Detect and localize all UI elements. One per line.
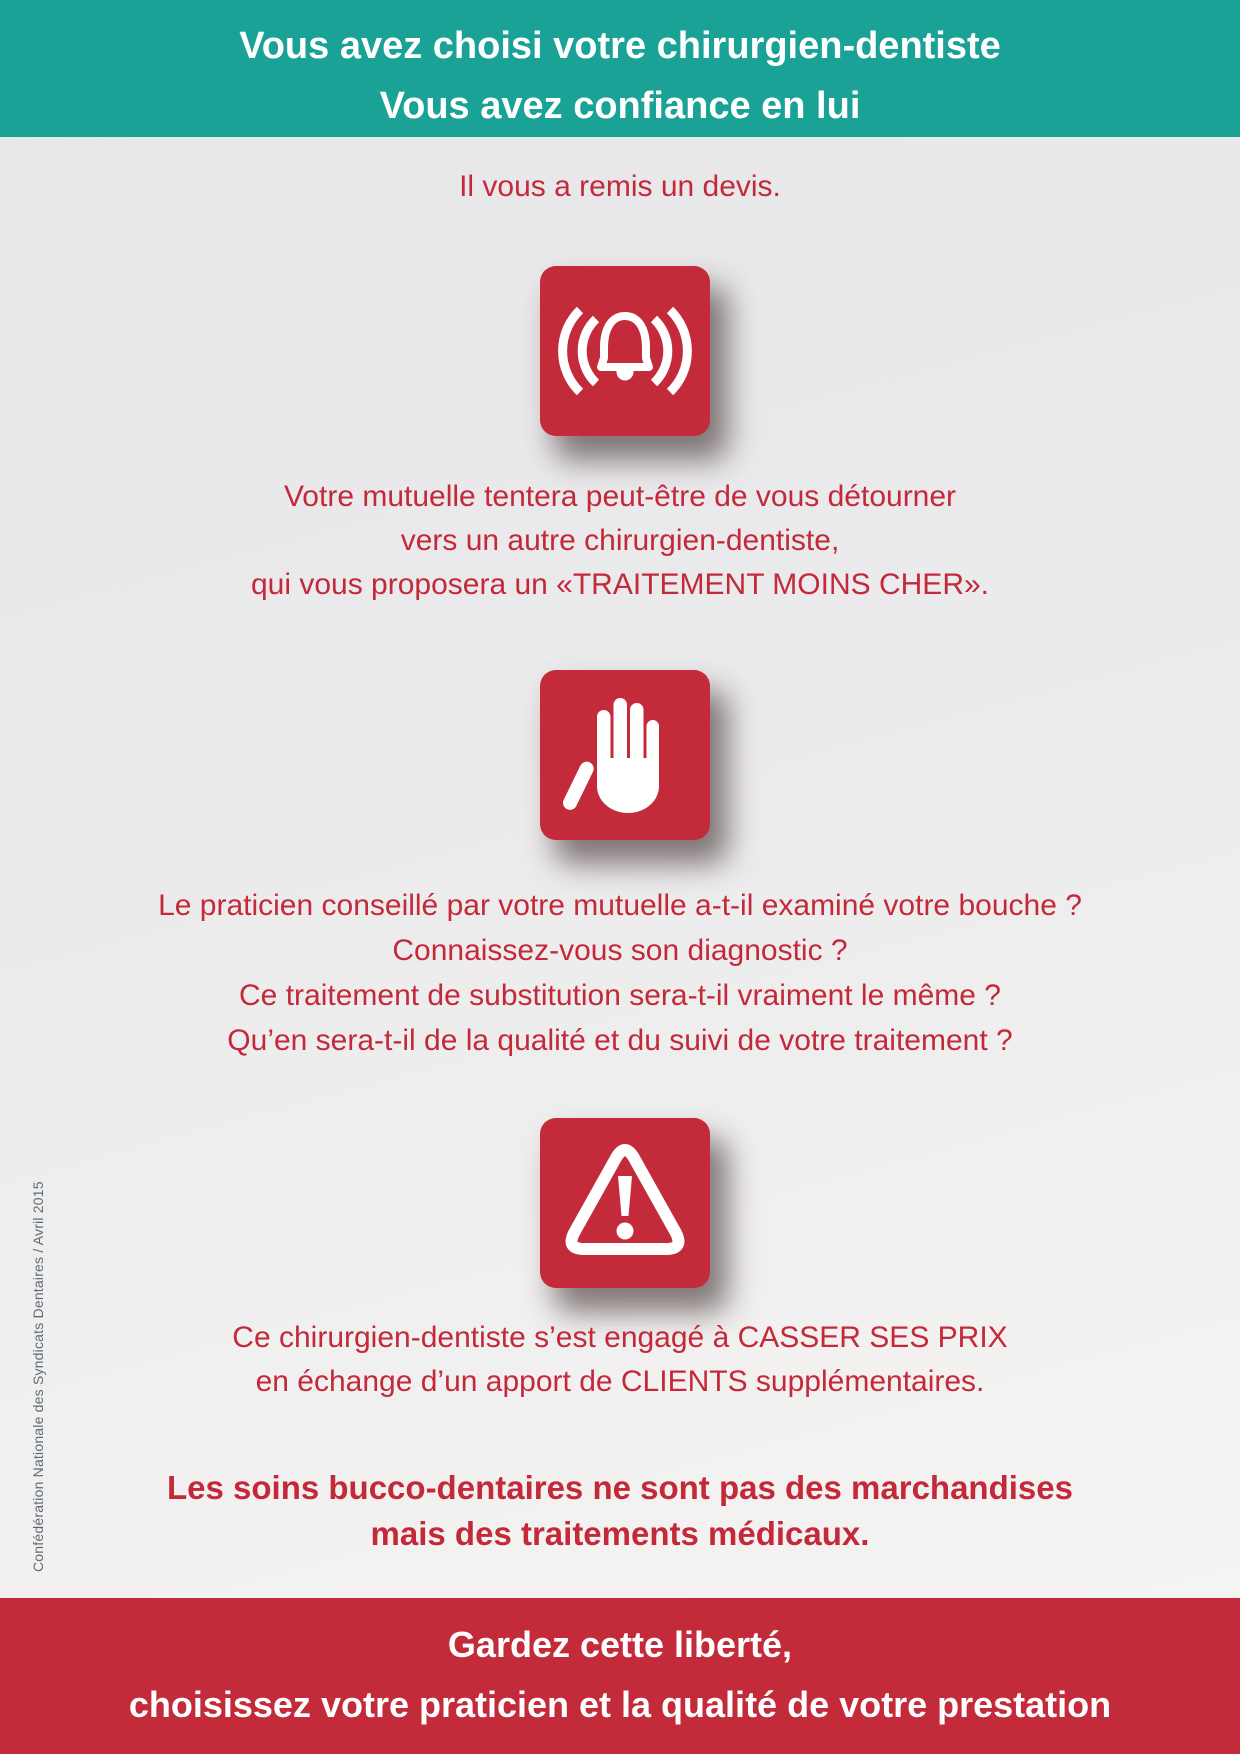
banner-line-1: Vous avez choisi votre chirurgien-dentiste [239, 25, 1001, 67]
warning-triangle-icon [540, 1118, 710, 1288]
statement-line-2: mais des traitements médicaux. [370, 1515, 870, 1552]
intro-text: Il vous a remis un devis. [459, 170, 781, 203]
question-line-2: Connaissez-vous son diagnostic ? [392, 934, 848, 967]
alarm-bell-icon [540, 266, 710, 436]
alert-text-block [0, 475, 1240, 607]
question-line-4: Qu’en sera-t-il de la qualité et du suivi de votre traitement ? [227, 1024, 1013, 1057]
alert-line-1: Votre mutuelle tentera peut-être de vous détourner [283, 480, 957, 513]
alert-line-2: vers un autre chirurgien-dentiste, [400, 524, 840, 557]
alert-line-3: qui vous proposera un «TRAITEMENT MOINS CHER». [250, 568, 990, 601]
engagement-text-block [0, 1316, 1240, 1404]
question-line-3: Ce traitement de substitution sera-t-il vraiment le même ? [239, 979, 1001, 1012]
footer-line-1: Gardez cette liberté, [447, 1624, 793, 1665]
statement-text-block [0, 1465, 1240, 1557]
engagement-line-2: en échange d’un apport de CLIENTS supplémentaires. [255, 1365, 985, 1398]
footer-banner [0, 1598, 1240, 1754]
footer-line-2: choisissez votre praticien et la qualité de votre prestation [128, 1684, 1112, 1725]
stop-hand-icon [540, 670, 710, 840]
question-line-1: Le praticien conseillé par votre mutuelle a-t-il examiné votre bouche ? [158, 889, 1082, 922]
statement-line-1: Les soins bucco-dentaires ne sont pas des marchandises [167, 1469, 1073, 1506]
credit-vertical-text: Confédération Nationale des Syndicats Dentaires / Avril 2015 [30, 1181, 46, 1572]
header-banner [0, 0, 1240, 137]
engagement-line-1: Ce chirurgien-dentiste s’est engagé à CASSER SES PRIX [232, 1321, 1008, 1354]
banner-line-2: Vous avez confiance en lui [379, 85, 861, 127]
questions-text-block [0, 883, 1240, 1063]
